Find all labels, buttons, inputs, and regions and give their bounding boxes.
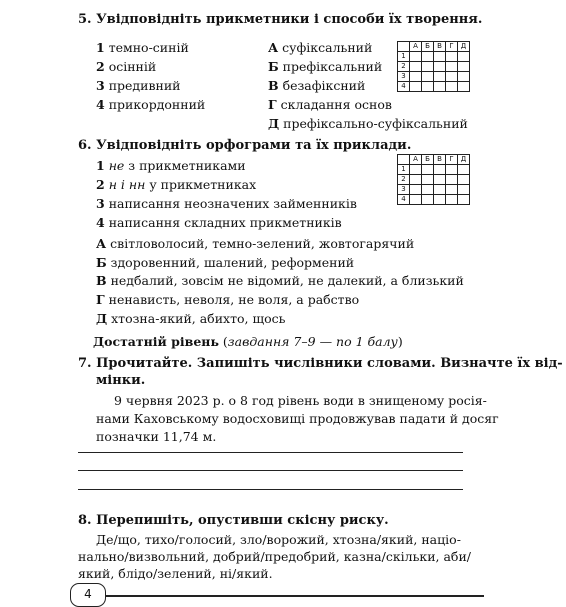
task5-item-1: 1 темно-синій xyxy=(96,40,189,55)
task6-item-4: 4 написання складних прикметників xyxy=(96,215,342,230)
grid-col-header: В xyxy=(434,42,446,52)
task6-title: Увідповідніть орфограми та їх приклади. xyxy=(96,138,412,153)
grid-row-header: 2 xyxy=(398,62,410,72)
task7-text-line-3: позначки 11,74 м. xyxy=(96,429,217,444)
task6-number: 6. xyxy=(78,138,92,153)
task7-heading xyxy=(78,356,563,371)
grid-row-header: 2 xyxy=(398,175,410,185)
task5-option-b: Б префіксальний xyxy=(268,59,383,74)
task6-heading xyxy=(78,138,411,153)
grid-col-header: В xyxy=(434,155,446,165)
task6-answer-e: Д хтозна-який, абихто, щось xyxy=(96,311,286,326)
grid-col-header: А xyxy=(410,42,422,52)
task5-item-3: 3 предивний xyxy=(96,78,181,93)
task8-text-line-2: нально/визвольний, добрий/предобрий, казна/скільки, аби/ xyxy=(78,549,471,564)
grid-col-header: Д xyxy=(458,155,470,165)
task8-number: 8. xyxy=(78,513,92,528)
grid-row-header: 1 xyxy=(398,52,410,62)
task6-answer-grid xyxy=(397,154,470,205)
grid-row-header: 1 xyxy=(398,165,410,175)
task8-text-line-1: Де/що, тихо/голосий, зло/ворожий, хтозна/який, націо- xyxy=(96,532,461,547)
task7-title: Прочитайте. Запишіть числівники словами. Визначте їх від- xyxy=(96,356,563,371)
grid-col-header: Б xyxy=(422,42,434,52)
grid-col-header: Д xyxy=(458,42,470,52)
task5-item-4: 4 прикордонний xyxy=(96,97,206,112)
task6-item-2: 2 н і нн у прикметниках xyxy=(96,177,257,192)
grid-row-header: 3 xyxy=(398,72,410,82)
task5-option-d: Г складання основ xyxy=(268,97,392,112)
answer-line[interactable] xyxy=(78,452,463,453)
task5-item-2: 2 осінній xyxy=(96,59,157,74)
page-footer-rule xyxy=(104,595,484,597)
task8-heading xyxy=(78,513,389,528)
task6-answer-b: Б здоровенний, шалений, реформений xyxy=(96,255,355,270)
task5-option-a: А суфіксальний xyxy=(268,40,373,55)
grid-col-header: Г xyxy=(446,155,458,165)
answer-line[interactable] xyxy=(78,470,463,471)
grid-row-header: 4 xyxy=(398,195,410,205)
task6-answer-c: В недбалий, зовсім не відомий, не далекий, а близький xyxy=(96,273,464,288)
grid-col-header: Б xyxy=(422,155,434,165)
task6-item-1: 1 не з прикметниками xyxy=(96,158,246,173)
grid-col-header: А xyxy=(410,155,422,165)
grid-row-header: 4 xyxy=(398,82,410,92)
task5-heading xyxy=(78,12,482,27)
task7-title-cont: мінки. xyxy=(96,373,146,388)
task7-text-line-2: нами Каховському водосховищі продовжував падати й досяг xyxy=(96,411,499,426)
task5-title: Увідповідніть прикметники і способи їх творення. xyxy=(96,12,483,27)
task7-text-line-1: 9 червня 2023 р. о 8 год рівень води в знищеному росія- xyxy=(114,393,487,408)
task6-answer-d: Г ненависть, неволя, не воля, а рабство xyxy=(96,292,360,307)
level-note: завдання 7–9 — по 1 балу xyxy=(227,334,398,349)
task5-option-c: В безафіксний xyxy=(268,78,366,93)
task8-title: Перепишіть, опустивши скісну риску. xyxy=(96,513,389,528)
grid-col-header: Г xyxy=(446,42,458,52)
task7-number: 7. xyxy=(78,356,92,371)
page-number: 4 xyxy=(70,583,106,607)
task5-answer-grid xyxy=(397,41,470,92)
task6-answer-a: А світловолосий, темно-зелений, жовтогарячий xyxy=(96,236,415,251)
task8-text-line-3: який, блідо/зелений, ні/який. xyxy=(78,566,273,581)
answer-line[interactable] xyxy=(78,489,463,490)
level-title: Достатній рівень xyxy=(93,334,219,349)
task6-item-3: 3 написання неозначених займенників xyxy=(96,196,357,211)
level-heading: Достатній рівень (завдання 7–9 — по 1 балу) xyxy=(93,334,403,349)
task5-number: 5. xyxy=(78,12,92,27)
grid-row-header: 3 xyxy=(398,185,410,195)
task5-option-e: Д префіксально-суфіксальний xyxy=(268,116,468,131)
